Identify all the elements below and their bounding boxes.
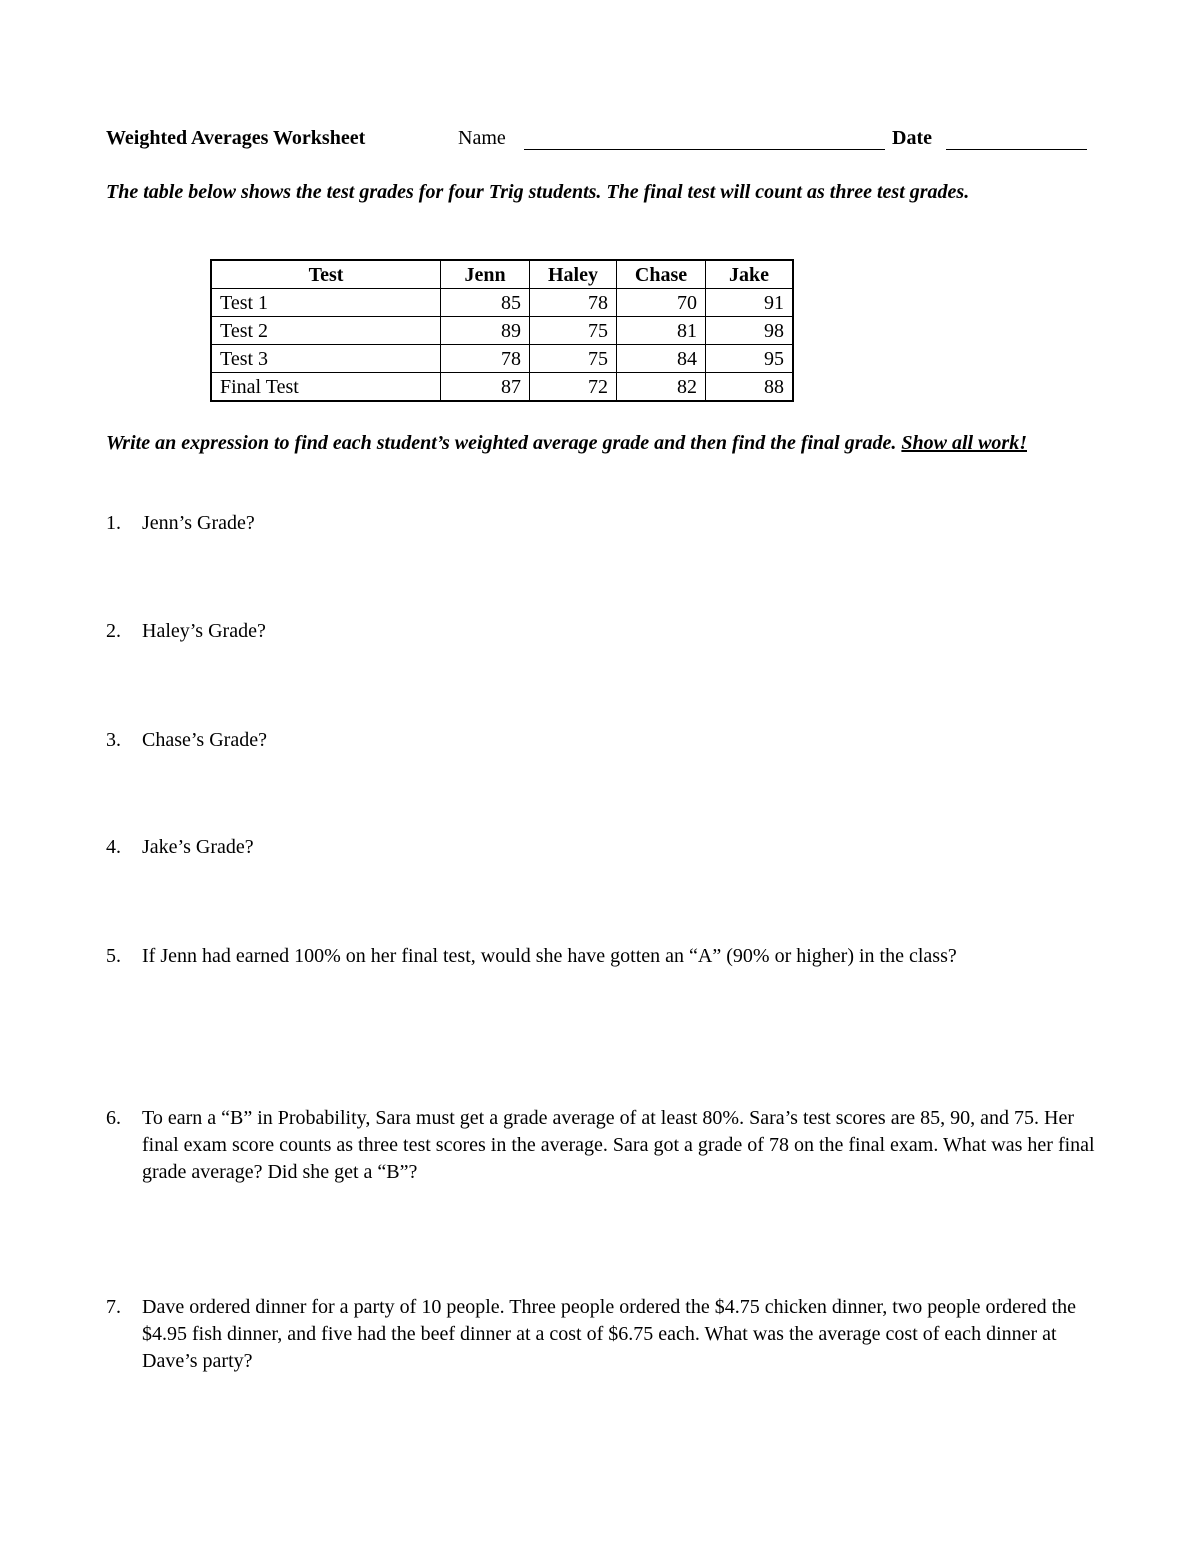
question-text: Jenn’s Grade? xyxy=(142,512,255,534)
question-number: 4. xyxy=(106,836,121,858)
table-cell: 85 xyxy=(441,289,530,317)
table-cell: 84 xyxy=(617,345,706,373)
table-cell: 89 xyxy=(441,317,530,345)
date-blank-line xyxy=(946,149,1087,150)
worksheet-title: Weighted Averages Worksheet xyxy=(106,127,366,149)
table-cell: 70 xyxy=(617,289,706,317)
table-cell: 88 xyxy=(706,373,794,402)
table-cell: 87 xyxy=(441,373,530,402)
question-number: 6. xyxy=(106,1107,121,1129)
table-cell: 98 xyxy=(706,317,794,345)
intro-instructions: The table below shows the test grades for four Trig students. The final test will count as three test grades. xyxy=(106,181,970,203)
table-cell: Final Test xyxy=(211,373,441,402)
table-cell: 78 xyxy=(530,289,617,317)
column-header: Haley xyxy=(530,260,617,289)
table-header-row xyxy=(211,260,793,289)
question-number: 3. xyxy=(106,729,121,751)
show-all-work-emphasis: Show all work! xyxy=(901,432,1027,454)
column-header: Jenn xyxy=(441,260,530,289)
name-label: Name xyxy=(458,127,506,149)
question-number: 7. xyxy=(106,1296,121,1318)
question-item xyxy=(106,618,1106,645)
question-text: Haley’s Grade? xyxy=(142,620,266,642)
table-cell: Test 2 xyxy=(211,317,441,345)
question-item xyxy=(106,1294,1106,1375)
table-cell: 72 xyxy=(530,373,617,402)
work-instructions-text: Write an expression to find each student’s weighted average grade and then find the final grade. xyxy=(106,432,902,454)
table-cell: 75 xyxy=(530,345,617,373)
question-item xyxy=(106,1105,1106,1186)
table-row xyxy=(211,373,793,402)
table-cell: 91 xyxy=(706,289,794,317)
table-cell: 95 xyxy=(706,345,794,373)
question-item xyxy=(106,727,1106,754)
table-cell: 81 xyxy=(617,317,706,345)
table-cell: 82 xyxy=(617,373,706,402)
question-text: To earn a “B” in Probability, Sara must get a grade average of at least 80%. Sara’s test scores are 85, 90, and 75. Her final exam score counts as three test scores in the average. Sara got a grade of 78 on the final exam. What was her final grade average? Did she get a “B”? xyxy=(142,1107,1095,1183)
table-cell: 75 xyxy=(530,317,617,345)
question-number: 2. xyxy=(106,620,121,642)
question-text: Chase’s Grade? xyxy=(142,729,267,751)
question-number: 1. xyxy=(106,512,121,534)
work-instructions xyxy=(106,430,1116,457)
worksheet-header xyxy=(106,124,1096,158)
grades-table xyxy=(210,259,794,402)
column-header: Chase xyxy=(617,260,706,289)
table-row xyxy=(211,289,793,317)
column-header: Jake xyxy=(706,260,794,289)
question-text: Jake’s Grade? xyxy=(142,836,254,858)
question-text: Dave ordered dinner for a party of 10 people. Three people ordered the $4.75 chicken dinner, two people ordered the $4.95 fish dinner, and five had the beef dinner at a cost of $6.75 each. What was the average cost of each dinner at Dave’s party? xyxy=(142,1296,1077,1372)
question-item xyxy=(106,510,1106,537)
table-cell: Test 1 xyxy=(211,289,441,317)
table-cell: 78 xyxy=(441,345,530,373)
table-row xyxy=(211,317,793,345)
table-cell: Test 3 xyxy=(211,345,441,373)
question-item xyxy=(106,834,1106,861)
column-header: Test xyxy=(211,260,441,289)
question-number: 5. xyxy=(106,945,121,967)
question-item xyxy=(106,943,1106,970)
date-label: Date xyxy=(892,127,932,149)
question-text: If Jenn had earned 100% on her final test, would she have gotten an “A” (90% or higher) in the class? xyxy=(142,945,957,967)
name-blank-line xyxy=(524,149,885,150)
table-row xyxy=(211,345,793,373)
